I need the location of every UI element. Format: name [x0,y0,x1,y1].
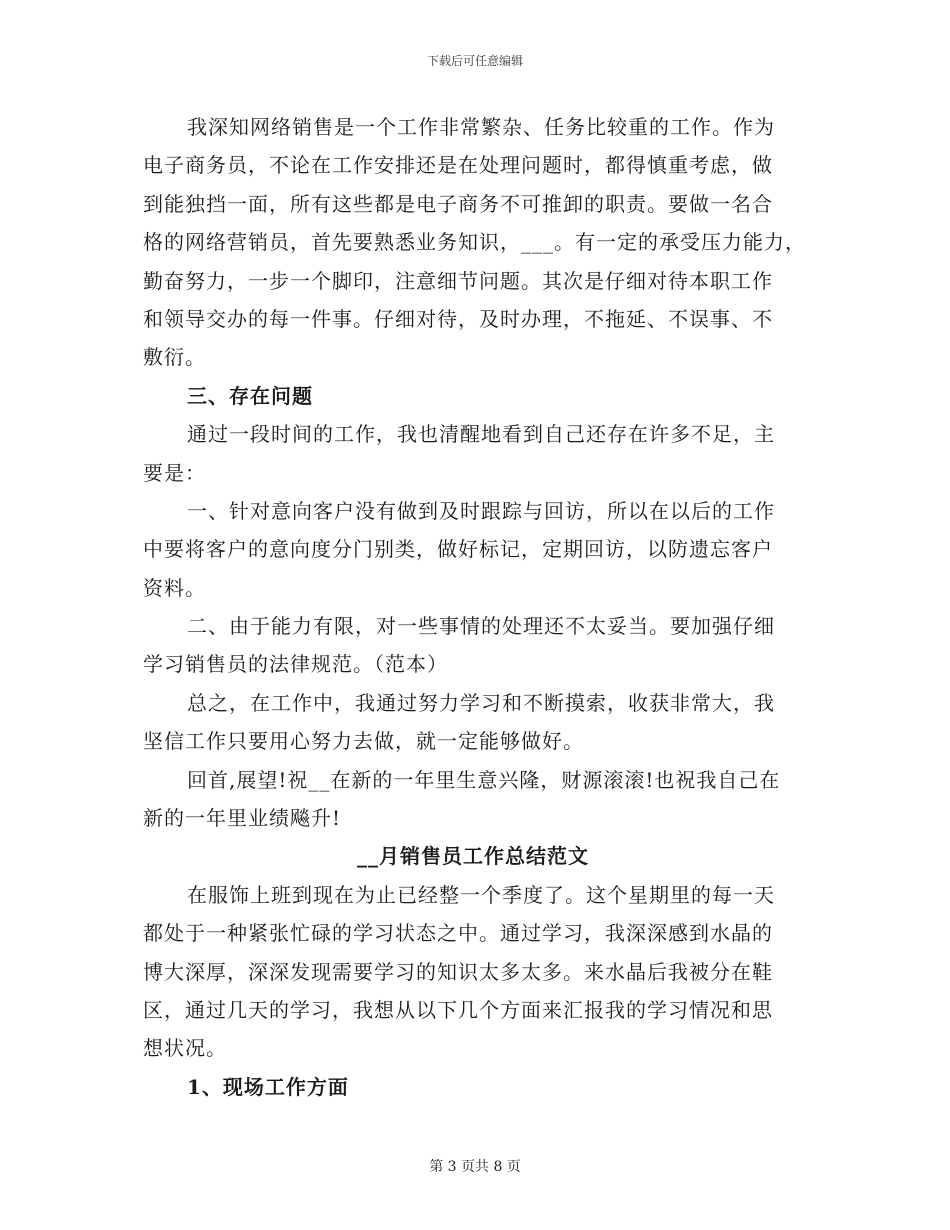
text-line: 新的一年里业绩飚升! [143,806,342,831]
document-title: __月销售员工作总结范文 [357,844,589,869]
document-body [143,108,806,1106]
text-line: 敷衍。 [143,345,206,370]
text-line: 我深知网络销售是一个工作非常繁杂、任务比较重的工作。作为 [187,115,775,139]
text-line: 通过一段时间的工作，我也清醒地看到自己还存在许多不足，主 [187,422,775,447]
text-line: 坚信工作只要用心努力去做，就一定能够做好。 [143,729,584,754]
text-line: 勤奋努力，一步一个脚印，注意细节问题。其次是仔细对待本职工作 [143,268,773,293]
text-line: 格的网络营销员，首先要熟悉业务知识，___。有一定的承受压力能力， [143,230,806,255]
section-heading: 三、存在问题 [187,383,313,408]
text-line: 在服饰上班到现在为止已经整一个季度了。这个星期里的每一天 [187,882,775,907]
text-line: 回首,展望!祝__在新的一年里生意兴隆，财源滚滚!也祝我自己在 [187,767,781,792]
section-heading: 1、现场工作方面 [187,1074,349,1099]
text-line: 总之，在工作中，我通过努力学习和不断摸索，收获非常大，我 [187,690,775,715]
text-line: 和领导交办的每一件事。仔细对待，及时办理，不拖延、不误事、不 [143,306,773,331]
text-line: 都处于一种紧张忙碌的学习状态之中。通过学习，我深深感到水晶的 [143,921,773,946]
text-line: 要是： [143,460,206,485]
text-line: 区，通过几天的学习，我想从以下几个方面来汇报我的学习情况和思 [143,997,773,1022]
text-line: 电子商务员，不论在工作安排还是在处理问题时，都得慎重考虑，做 [143,153,773,178]
text-line: 学习销售员的法律规范。（范本） [143,652,448,677]
text-line: 到能独挡一面，所有这些都是电子商务不可推卸的职责。要做一名合 [143,191,773,216]
text-line: 一、针对意向客户没有做到及时跟踪与回访，所以在以后的工作 [187,498,775,523]
text-line: 博大深厚，深深发现需要学习的知识太多太多。来水晶后我被分在鞋 [143,959,773,984]
text-line: 资料。 [143,575,206,600]
text-line: 二、由于能力有限，对一些事情的处理还不太妥当。要加强仔细 [187,614,775,639]
text-line: 想状况。 [143,1036,227,1061]
page-footer: 第 3 页共 8 页 [429,1159,521,1175]
page-header: 下载后可任意编辑 [426,54,523,68]
text-line: 中要将客户的意向度分门别类，做好标记，定期回访，以防遗忘客户 [143,537,773,562]
